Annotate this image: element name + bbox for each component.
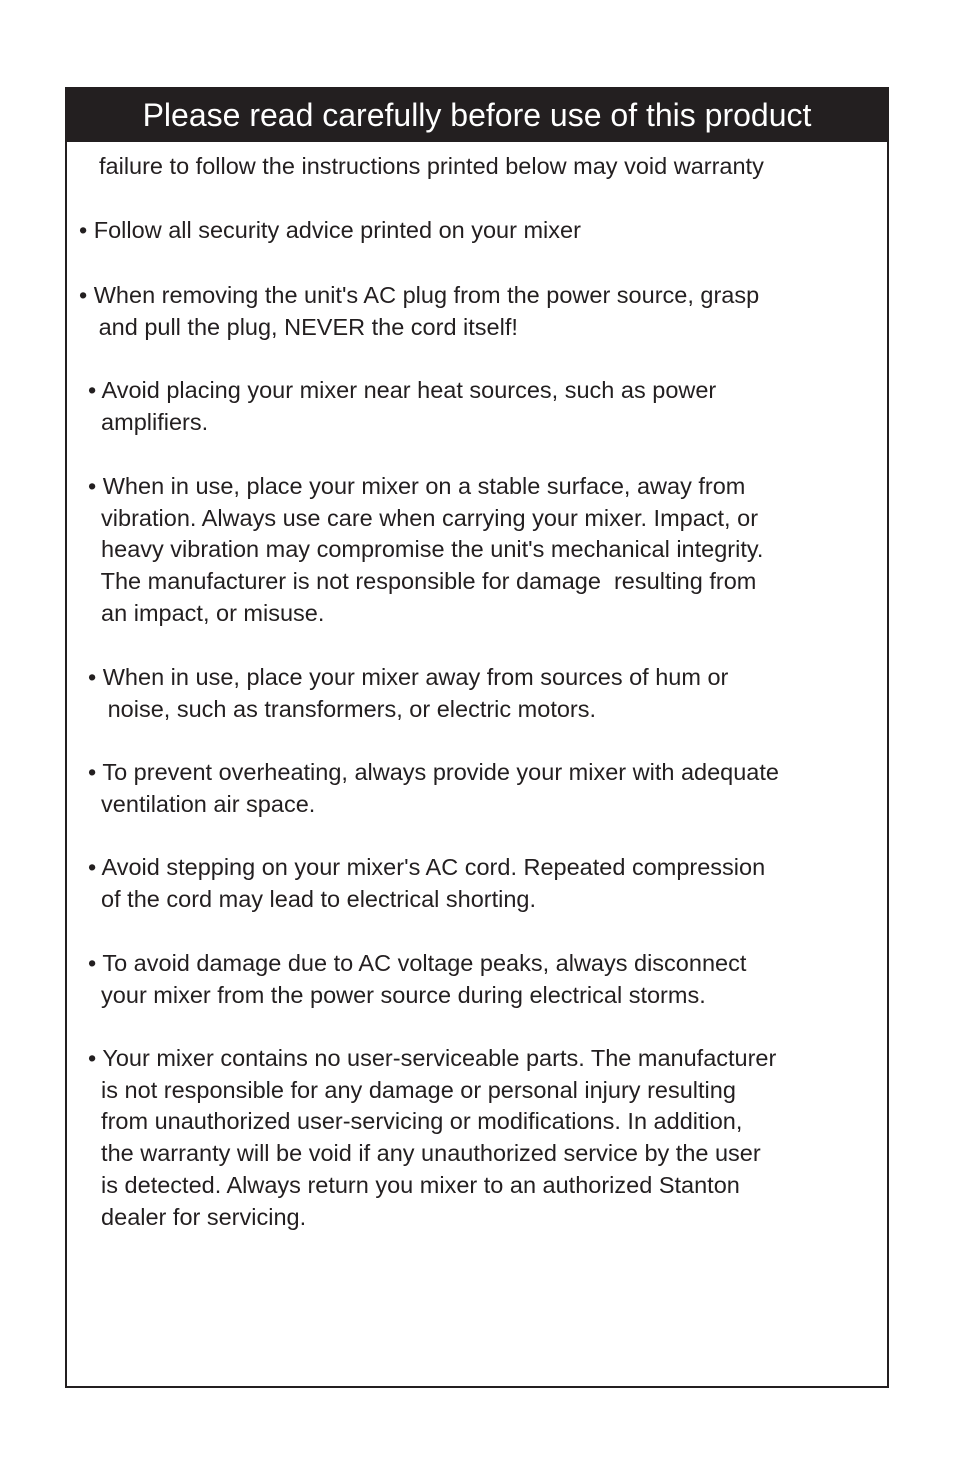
- bullet-serviceable-parts: [88, 1043, 776, 1233]
- bullet-line: • Avoid stepping on your mixer's AC cord. Repeated compression: [88, 854, 766, 880]
- bullet-line: • Follow all security advice printed on your mixer: [79, 217, 581, 243]
- bullet-line: • Avoid placing your mixer near heat sources, such as power: [88, 377, 717, 403]
- bullet-hum-noise: [88, 662, 728, 725]
- notice-box: [65, 87, 889, 1388]
- bullet-line: dealer for servicing.: [88, 1203, 307, 1230]
- bullet-line: • When removing the unit's AC plug from the power source, grasp: [79, 282, 760, 308]
- bullet-line: heavy vibration may compromise the unit's mechanical integrity.: [88, 536, 764, 563]
- bullet-ac-cord: [88, 852, 765, 915]
- bullet-line: from unauthorized user-servicing or modifications. In addition,: [88, 1108, 743, 1135]
- bullet-line: • To prevent overheating, always provide your mixer with adequate: [88, 759, 779, 785]
- bullet-voltage-peaks: [88, 948, 746, 1011]
- bullet-line: an impact, or misuse.: [88, 599, 325, 626]
- warranty-warning: failure to follow the instructions printed below may void warranty: [99, 153, 764, 179]
- bullet-line: is detected. Always return you mixer to an authorized Stanton: [88, 1171, 740, 1198]
- bullet-stable-surface: [88, 471, 763, 630]
- bullet-line: is not responsible for any damage or personal injury resulting: [88, 1076, 736, 1103]
- notice-title: Please read carefully before use of this product: [67, 89, 887, 142]
- bullet-line: of the cord may lead to electrical shorting.: [88, 885, 537, 912]
- bullet-line: ventilation air space.: [88, 790, 316, 817]
- bullet-line: amplifiers.: [88, 408, 209, 435]
- bullet-line: noise, such as transformers, or electric motors.: [88, 695, 597, 722]
- bullet-heat-sources: [88, 375, 716, 438]
- bullet-ventilation: [88, 757, 779, 820]
- bullet-line: • Your mixer contains no user-serviceable parts. The manufacturer: [88, 1045, 777, 1071]
- bullet-line: your mixer from the power source during electrical storms.: [88, 981, 706, 1008]
- bullet-security-advice: [79, 215, 581, 247]
- bullet-line: the warranty will be void if any unauthorized service by the user: [88, 1140, 761, 1167]
- bullet-line: • When in use, place your mixer away from sources of hum or: [88, 664, 729, 690]
- bullet-ac-plug: [79, 280, 759, 343]
- bullet-line: The manufacturer is not responsible for damage resulting from: [88, 568, 757, 595]
- bullet-line: • When in use, place your mixer on a stable surface, away from: [88, 473, 746, 499]
- bullet-line: vibration. Always use care when carrying your mixer. Impact, or: [88, 504, 759, 531]
- bullet-line: • To avoid damage due to AC voltage peaks, always disconnect: [88, 950, 747, 976]
- bullet-line: and pull the plug, NEVER the cord itself!: [79, 313, 518, 340]
